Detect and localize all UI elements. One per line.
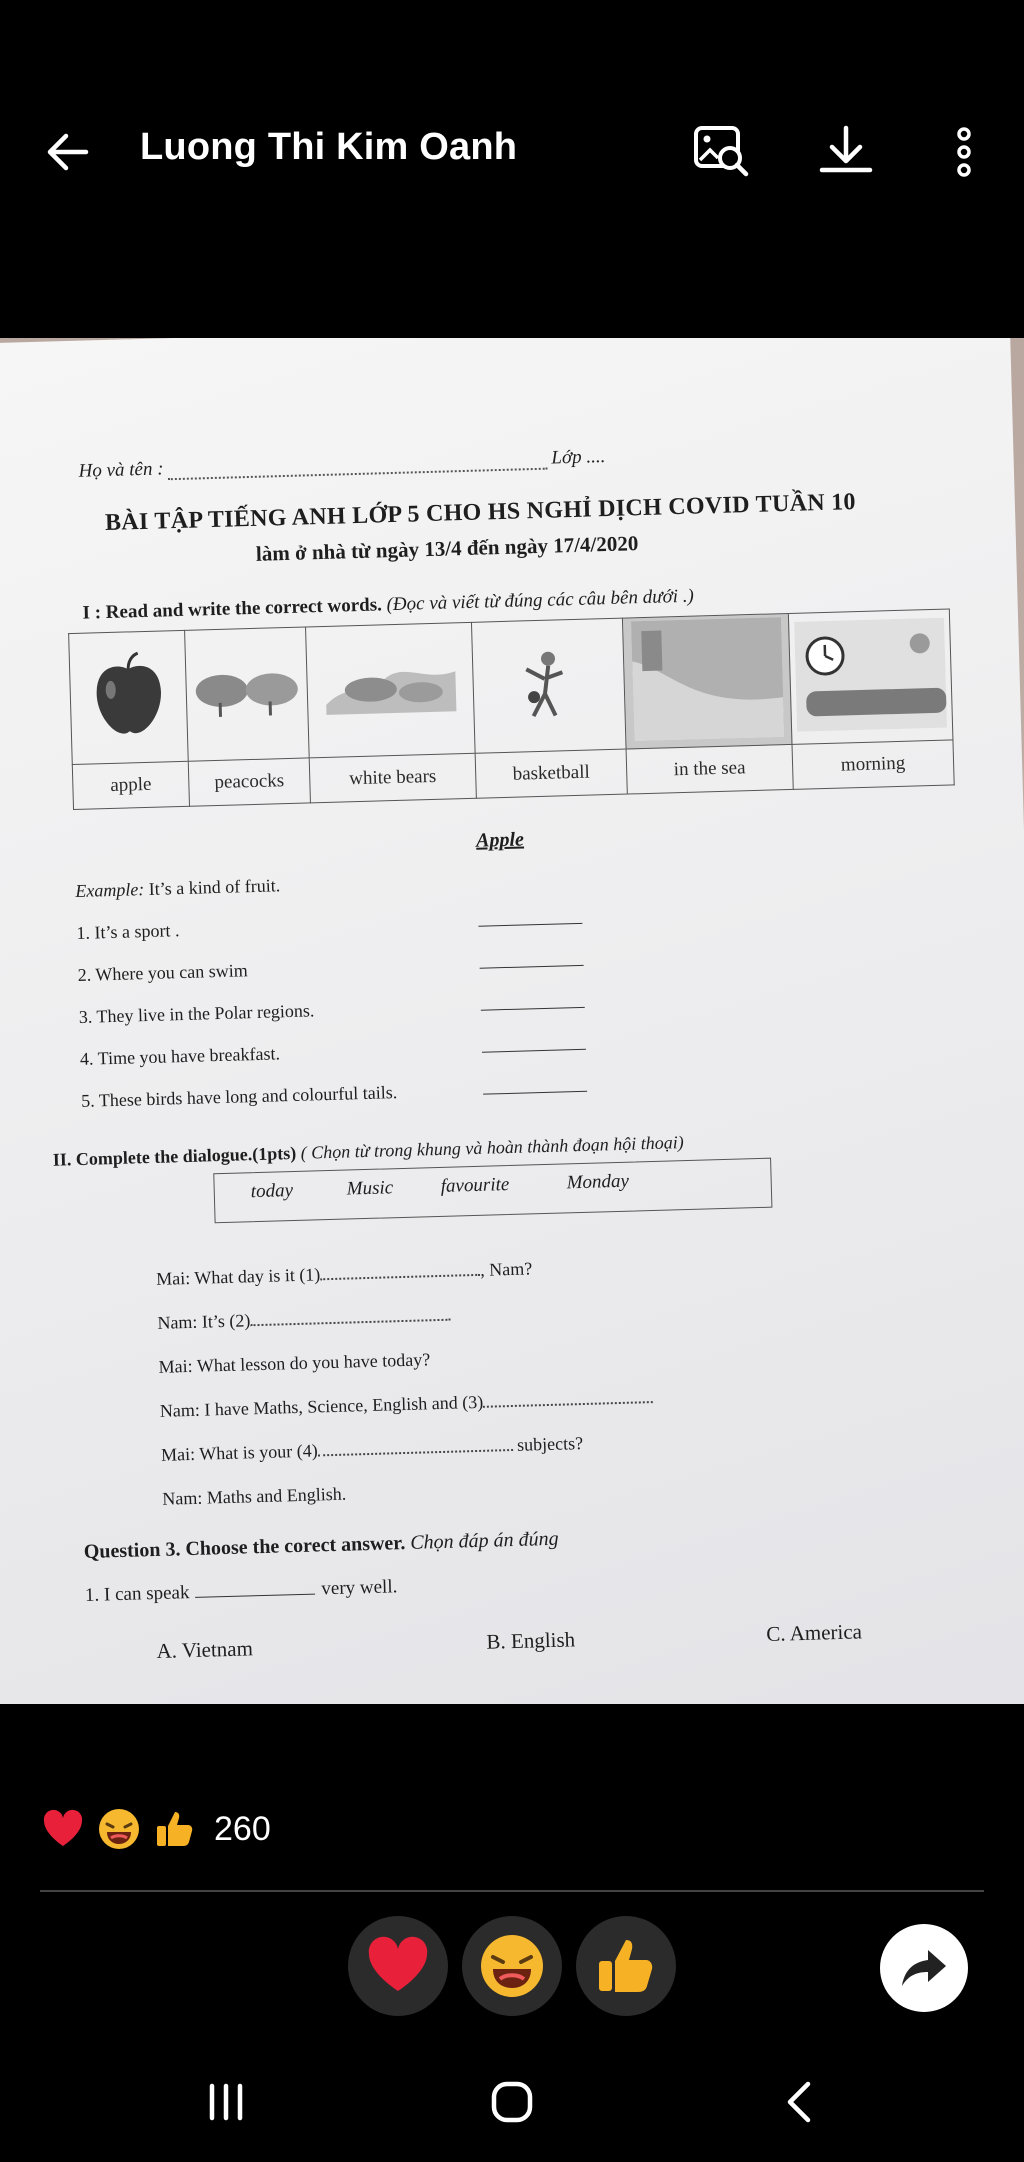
question-1: 1. It’s a sport . bbox=[76, 920, 180, 943]
like-reaction-button[interactable] bbox=[576, 1916, 676, 2016]
example-answer: Apple bbox=[475, 828, 525, 852]
morning-picture bbox=[788, 609, 953, 744]
word-box-item: favourite bbox=[440, 1173, 510, 1197]
thumbs-up-icon bbox=[591, 1931, 661, 2001]
answer-blank bbox=[483, 1091, 587, 1095]
option-b: B. English bbox=[486, 1627, 576, 1654]
dialogue-line: Mai: What lesson do you have today? bbox=[158, 1349, 431, 1377]
answer-blank bbox=[480, 965, 584, 969]
example-label: Example: bbox=[75, 879, 145, 901]
dialogue-line: Nam: I have Maths, Science, English and (3) bbox=[160, 1387, 654, 1422]
back-arrow-icon[interactable] bbox=[40, 124, 96, 180]
worksheet-subtitle: làm ở nhà từ ngày 13/4 đến ngày 17/4/2020 bbox=[255, 531, 639, 566]
word-cell: peacocks bbox=[188, 758, 310, 806]
name-label: Họ và tên : bbox=[78, 458, 164, 482]
back-icon[interactable] bbox=[770, 2072, 830, 2132]
answer-blank bbox=[482, 1049, 586, 1053]
word-box-item: today bbox=[250, 1180, 294, 1203]
recent-apps-icon[interactable] bbox=[196, 2072, 256, 2132]
picture-word-table bbox=[68, 608, 955, 810]
question-3: 3. They live in the Polar regions. bbox=[78, 1000, 315, 1027]
share-button[interactable] bbox=[880, 1924, 968, 2012]
name-field-line bbox=[78, 446, 605, 483]
dialogue-line: Nam: It’s (2) bbox=[157, 1305, 450, 1334]
peacocks-picture bbox=[185, 627, 310, 761]
word-cell: apple bbox=[72, 761, 189, 809]
question-2: 2. Where you can swim bbox=[77, 960, 249, 985]
laugh-reaction-button[interactable] bbox=[462, 1916, 562, 2016]
example-text: It’s a kind of fruit. bbox=[148, 875, 281, 899]
worksheet-title: BÀI TẬP TIẾNG ANH LỚP 5 CHO HS NGHỈ DỊCH COVID TUẦN 10 bbox=[104, 489, 857, 537]
white-bears-picture bbox=[306, 622, 476, 758]
dialogue-line: Mai: What day is it (1) , Nam? bbox=[155, 1258, 533, 1289]
section-3-heading: Question 3. Choose the corect answer. Chọn đáp án đúng bbox=[83, 1527, 559, 1564]
more-vertical-icon[interactable] bbox=[936, 122, 992, 182]
heart-icon bbox=[40, 1806, 86, 1852]
option-a: A. Vietnam bbox=[156, 1636, 254, 1664]
share-arrow-icon bbox=[898, 1942, 950, 1994]
dialogue-line: Nam: Maths and English. bbox=[162, 1483, 347, 1509]
word-box-item: Music bbox=[346, 1177, 394, 1200]
apple-picture bbox=[69, 630, 189, 764]
section-2-heading: II. Complete the dialogue.(1pts) ( Chọn từ trong khung và hoàn thành đoạn hội thoại) bbox=[52, 1132, 684, 1170]
question-5: 5. These birds have long and colourful tails. bbox=[80, 1082, 398, 1111]
top-bar bbox=[0, 100, 1024, 200]
section-1-note: (Đọc và viết từ đúng các câu bên dưới .) bbox=[386, 585, 695, 616]
example-line bbox=[75, 875, 280, 902]
answer-blank bbox=[478, 923, 582, 927]
section-2-note: ( Chọn từ trong khung và hoàn thành đoạn hội thoại) bbox=[300, 1132, 684, 1163]
word-cell: in the sea bbox=[626, 744, 793, 794]
heart-reaction-button[interactable] bbox=[348, 1916, 448, 2016]
word-cell: basketball bbox=[475, 749, 627, 798]
question-3-1: 1. I can speak very well. bbox=[84, 1576, 398, 1606]
home-icon[interactable] bbox=[482, 2072, 542, 2132]
laugh-emoji-icon bbox=[477, 1931, 547, 2001]
class-label: Lớp .... bbox=[551, 446, 606, 469]
thumbs-up-icon bbox=[152, 1806, 198, 1852]
answer-blank bbox=[481, 1007, 585, 1011]
word-cell: morning bbox=[792, 740, 954, 789]
heart-icon bbox=[363, 1931, 433, 2001]
worksheet-paper bbox=[0, 338, 1024, 1704]
photo-viewer[interactable] bbox=[0, 338, 1024, 1704]
sea-picture bbox=[622, 613, 792, 749]
word-box-item: Monday bbox=[566, 1170, 630, 1194]
word-box bbox=[213, 1158, 772, 1224]
download-icon[interactable] bbox=[816, 122, 876, 182]
page-title: Luong Thi Kim Oanh bbox=[140, 126, 518, 168]
option-c: C. America bbox=[765, 1619, 863, 1646]
reaction-summary[interactable] bbox=[40, 1804, 271, 1854]
visual-search-icon[interactable] bbox=[692, 122, 752, 182]
reaction-count: 260 bbox=[214, 1809, 271, 1848]
divider bbox=[40, 1890, 984, 1892]
dialogue-line: Mai: What is your (4) subjects? bbox=[160, 1433, 584, 1465]
laugh-emoji-icon bbox=[96, 1806, 142, 1852]
question-4: 4. Time you have breakfast. bbox=[79, 1043, 281, 1069]
basketball-picture bbox=[471, 618, 626, 753]
word-cell: white bears bbox=[309, 753, 476, 803]
section-3-note: Chọn đáp án đúng bbox=[409, 1527, 559, 1554]
section-1-heading: I : Read and write the correct words. (Đọc và viết từ đúng các câu bên dưới .) bbox=[82, 585, 695, 624]
